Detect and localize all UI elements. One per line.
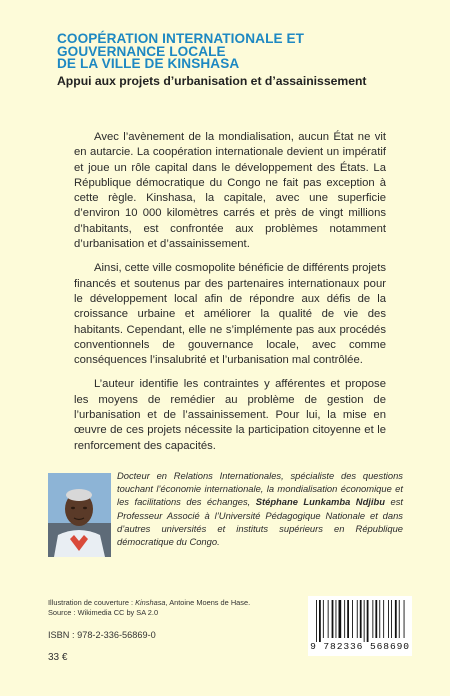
barcode-bar [319,600,321,642]
barcode-bar [383,600,384,638]
barcode-bar [367,600,369,642]
author-bio-rest: est Professeur Associé à l’Université Pédagogique Nationale et dans d’autres universités et instituts supérieurs en République démocratique du Congo. [117,496,403,548]
book-title-line-1: COOPÉRATION INTERNATIONALE ET [57,31,305,46]
barcode-bar [379,600,380,638]
credits-work-title: Kinshasa [135,598,166,607]
isbn: ISBN : 978-2-336-56869-0 [48,630,156,640]
barcode-bar [316,600,317,642]
barcode-bar [375,600,377,638]
title-block [57,33,427,88]
barcode-bar [339,600,342,638]
author-biography [117,469,403,548]
barcode-digits: 9 782336 568690 [310,641,410,652]
barcode-bar [372,600,373,638]
author-bio-intro: Docteur en Relations Internationales, spécialiste des questions touchant l’économie internationale, la mondialisation économique et les facilitations des échanges, [117,470,403,508]
author-name: Stéphane Lunkamba Ndjibu [255,496,385,508]
barcode-bar [357,600,358,638]
barcode-bar [360,600,362,638]
barcode-bar [336,600,337,638]
book-subtitle: Appui aux projets d’urbanisation et d’assainissement [57,73,367,88]
credits-source: Source : Wikimedia CC by SA 2.0 [48,608,159,617]
barcode-bars [314,600,406,642]
barcode-bar [328,600,329,638]
barcode-bar [352,600,353,638]
barcode-bar [395,600,397,638]
summary-paragraph-2: Ainsi, cette ville cosmopolite bénéficie de différents projets financés et soutenus par des partenaires internationaux pour le développement local afin de répondre aux défis de la croissance urbaine et améliorer la qualité de vie des habitants. Cependant, elle ne s’implémente pas aux procédés conventionnels de gouvernance locale, avec comme conséquences l’insalubrité et l’urbanisation mal contrôlée. [74,262,386,367]
barcode-bar [323,600,324,638]
summary-paragraph-1: Avec l’avènement de la mondialisation, aucun État ne vit en autarcie. La coopération internationale devient un impératif et joue un rôle capital dans le développement des États. La République démocratique du Congo ne fait pas exception à cette règle. Kinshasa, la capitale, avec une superficie d’environ 10 000 kilomètres carrés et près de vingt millions d’habitants, est confrontée aux problèmes notamment d’urbanisation et d’assainissement. [74,131,386,251]
barcode-bar [347,600,349,638]
summary-paragraph-3: L’auteur identifie les contraintes y afférentes et propose les moyens de remédier au problème de gestion de l’urbanisation et de l’assainissement. Pour lui, la mise en œuvre de ces projets nécessite la participation citoyenne et le renforcement des capacités. [74,378,386,452]
back-cover-summary [74,130,386,463]
book-title-line-2: GOUVERNANCE LOCALE [57,43,226,59]
barcode [308,596,412,656]
barcode-bar [332,600,334,638]
cover-credits [48,598,278,618]
author-photo [48,473,111,557]
credits-suffix: , Antoine Moens de Hase. [165,598,251,607]
barcode-bar [404,600,405,638]
barcode-bar [399,600,400,638]
price: 33 € [48,652,68,663]
credits-prefix: Illustration de couverture : [48,598,136,607]
book-title-line-3: DE LA VILLE DE KINSHASA [57,56,240,71]
barcode-bar [364,600,365,642]
barcode-bar [344,600,345,638]
barcode-bar [388,600,389,638]
barcode-bar [391,600,392,638]
